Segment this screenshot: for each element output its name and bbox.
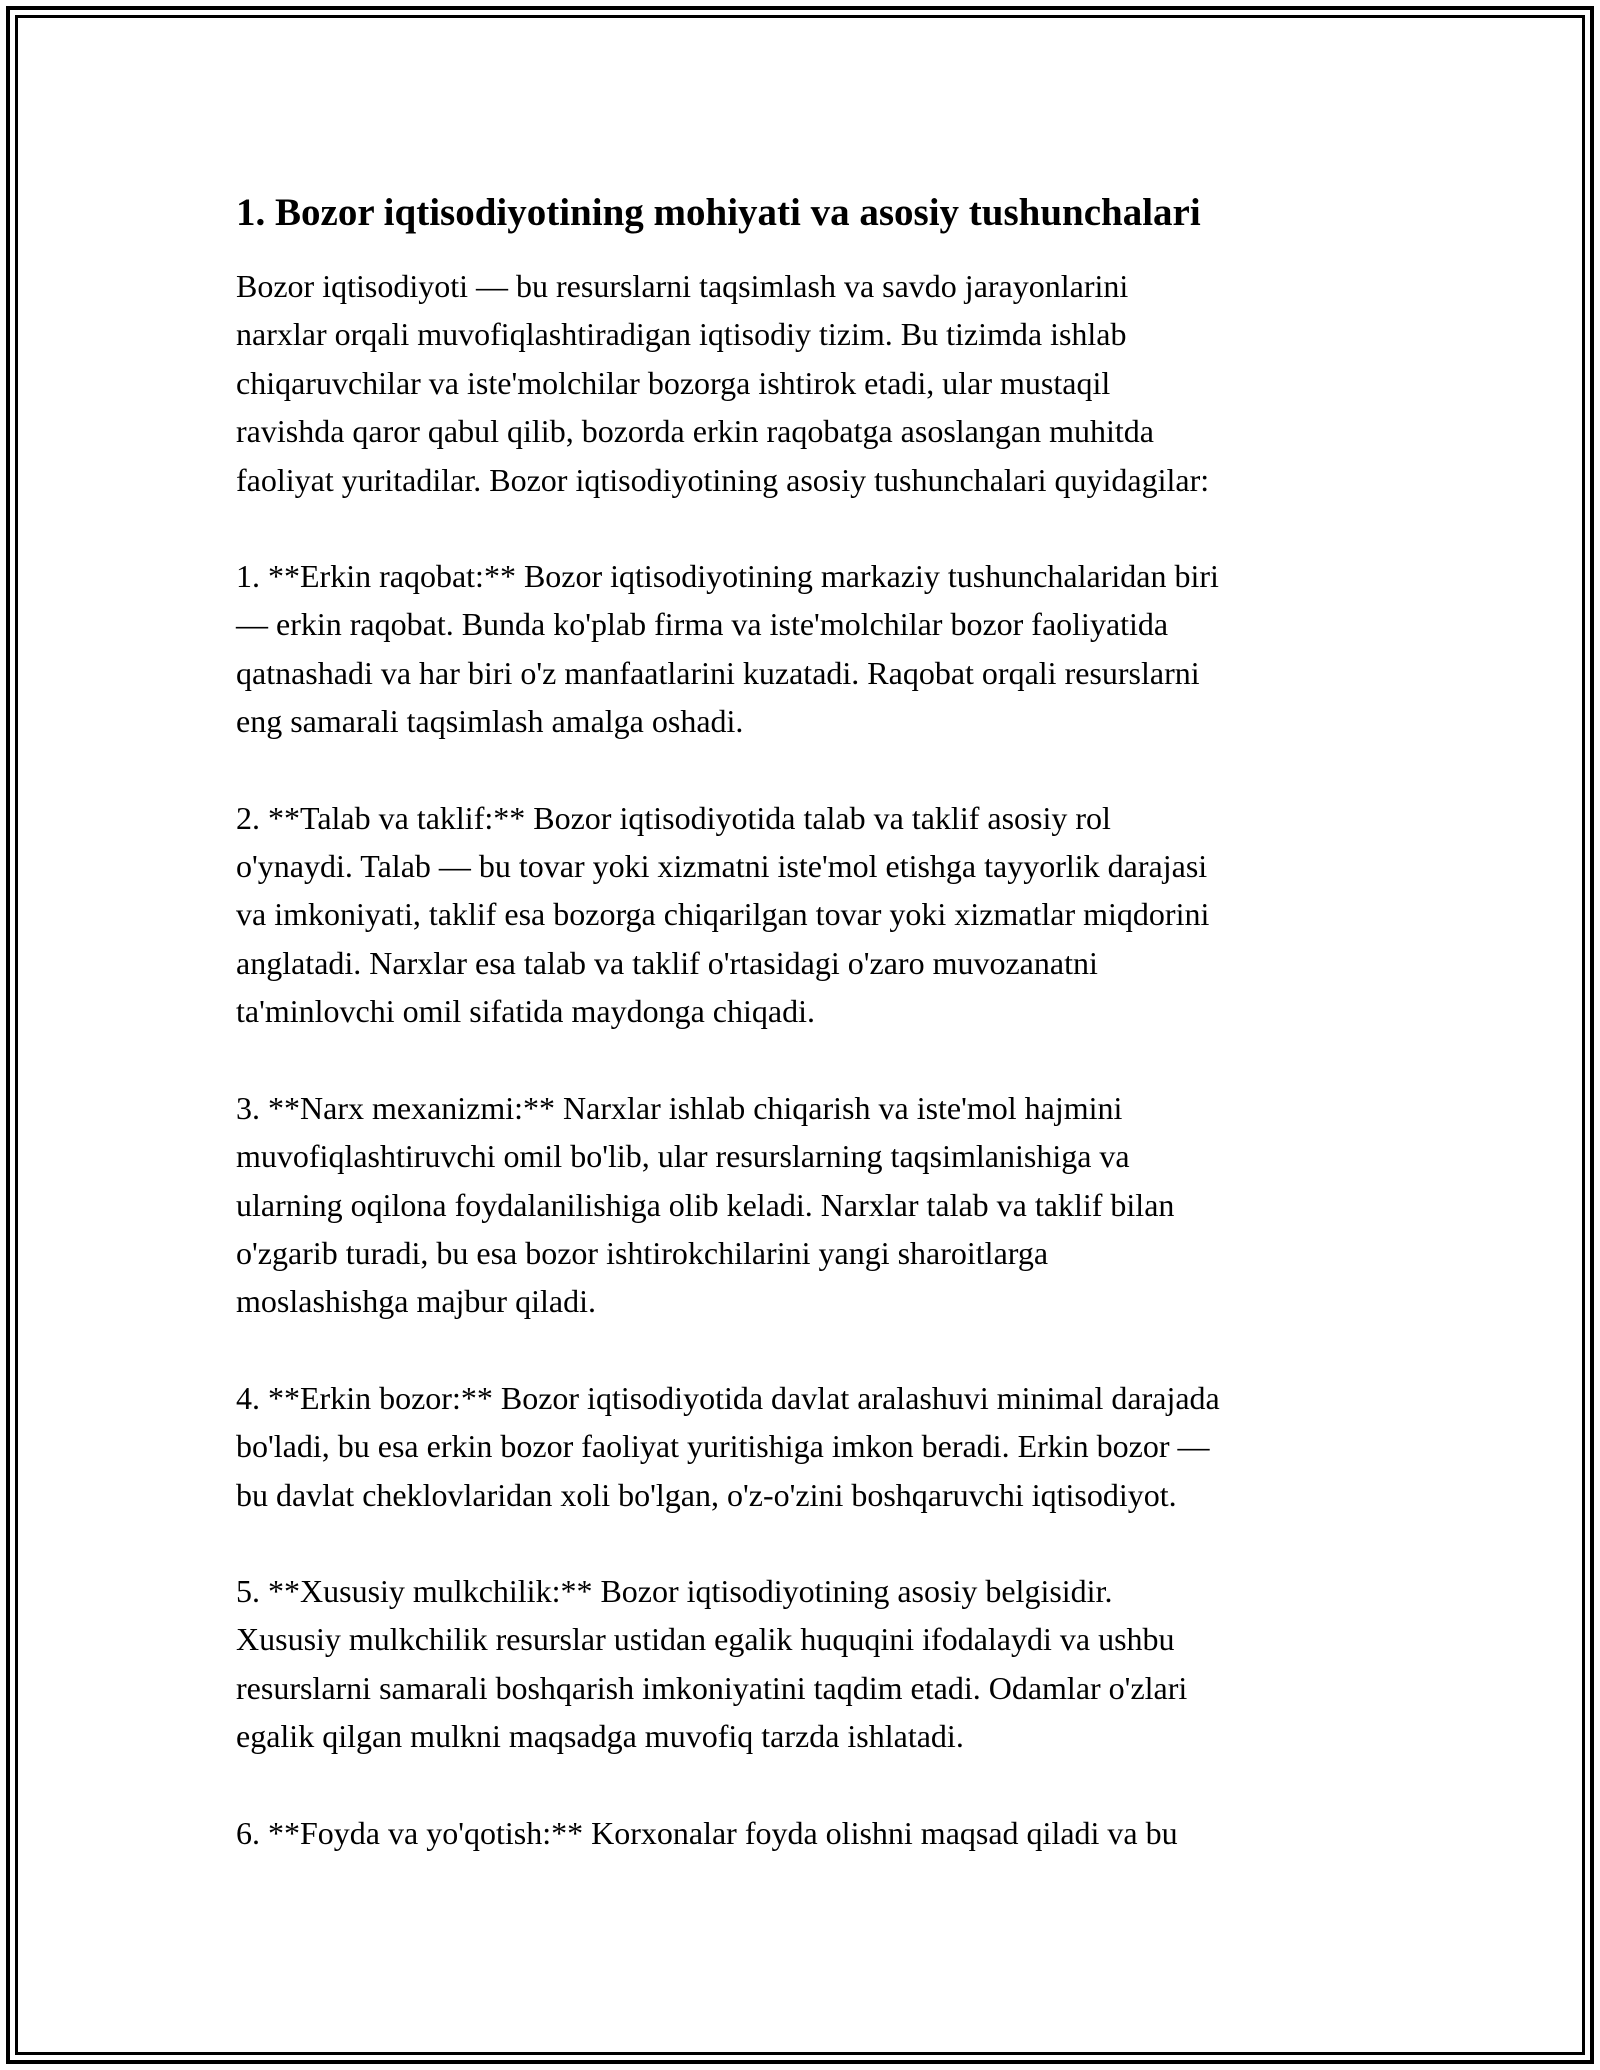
list-item-foyda-va-yoqotish: 6. **Foyda va yo'qotish:** Korxonalar foyda olishni maqsad qiladi va bu [236, 1814, 1178, 1851]
list-item-talab-va-taklif: 2. **Talab va taklif:** Bozor iqtisodiyotida talab va taklif asosiy rol o'ynaydi. Talab — bu tovar yoki xizmatni iste'mol etishga tayyorlik darajasi va imkoniyati, taklif esa bozorga chiqarilgan tovar yoki xizmatlar miqdorini anglatadi. Narxlar esa talab va taklif o'rtasidagi o'zaro muvozanatni ta'minlovchi omil sifatida maydonga chiqadi. [236, 799, 1210, 1030]
list-item-erkin-raqobat: 1. **Erkin raqobat:** Bozor iqtisodiyotining markaziy tushunchalaridan biri — erkin raqobat. Bunda ko'plab firma va iste'molchilar bozor faoliyatida qatnashadi va har biri o'z manfaatlarini kuzatadi. Raqobat orqali resurslarni eng samarali taqsimlash amalga oshadi. [236, 558, 1219, 740]
section-heading: 1. Bozor iqtisodiyotining mohiyati va asosiy tushunchalari [236, 191, 1201, 234]
list-item-xususiy-mulkchilik: 5. **Xususiy mulkchilik:** Bozor iqtisodiyotining asosiy belgisidir. Xususiy mulkchilik resurslar ustidan egalik huquqini ifodalaydi va ushbu resurslarni samarali boshqarish imkoniyatini taqdim etadi. Odamlar o'zlari egalik qilgan mulkni maqsadga muvofiq tarzda ishlatadi. [236, 1572, 1188, 1755]
intro-paragraph: Bozor iqtisodiyoti — bu resurslarni taqsimlash va savdo jarayonlarini narxlar orqali muvofiqlashtiradigan iqtisodiy tizim. Bu tizimda ishlab chiqaruvchilar va iste'molchilar bozorga ishtirok etadi, ular mustaqil ravishda qaror qabul qilib, bozorda erkin raqobatga asoslangan muhitda faoliyat yuritadilar. Bozor iqtisodiyotining asosiy tushunchalari quyidagilar: [236, 268, 1210, 498]
document-body [236, 188, 1366, 1857]
list-item-narx-mexanizmi: 3. **Narx mexanizmi:** Narxlar ishlab chiqarish va iste'mol hajmini muvofiqlashtiruvchi omil bo'lib, ular resurslarning taqsimlanishiga va ularning oqilona foydalanilishiga olib keladi. Narxlar talab va taklif bilan o'zgarib turadi, bu esa bozor ishtirokchilarini yangi sharoitlarga moslashishga majbur qiladi. [236, 1089, 1175, 1320]
list-item-erkin-bozor: 4. **Erkin bozor:** Bozor iqtisodiyotida davlat aralashuvi minimal darajada bo'ladi, bu esa erkin bozor faoliyat yuritishiga imkon beradi. Erkin bozor — bu davlat cheklovlaridan xoli bo'lgan, o'z-o'zini boshqaruvchi iqtisodiyot. [236, 1379, 1220, 1513]
